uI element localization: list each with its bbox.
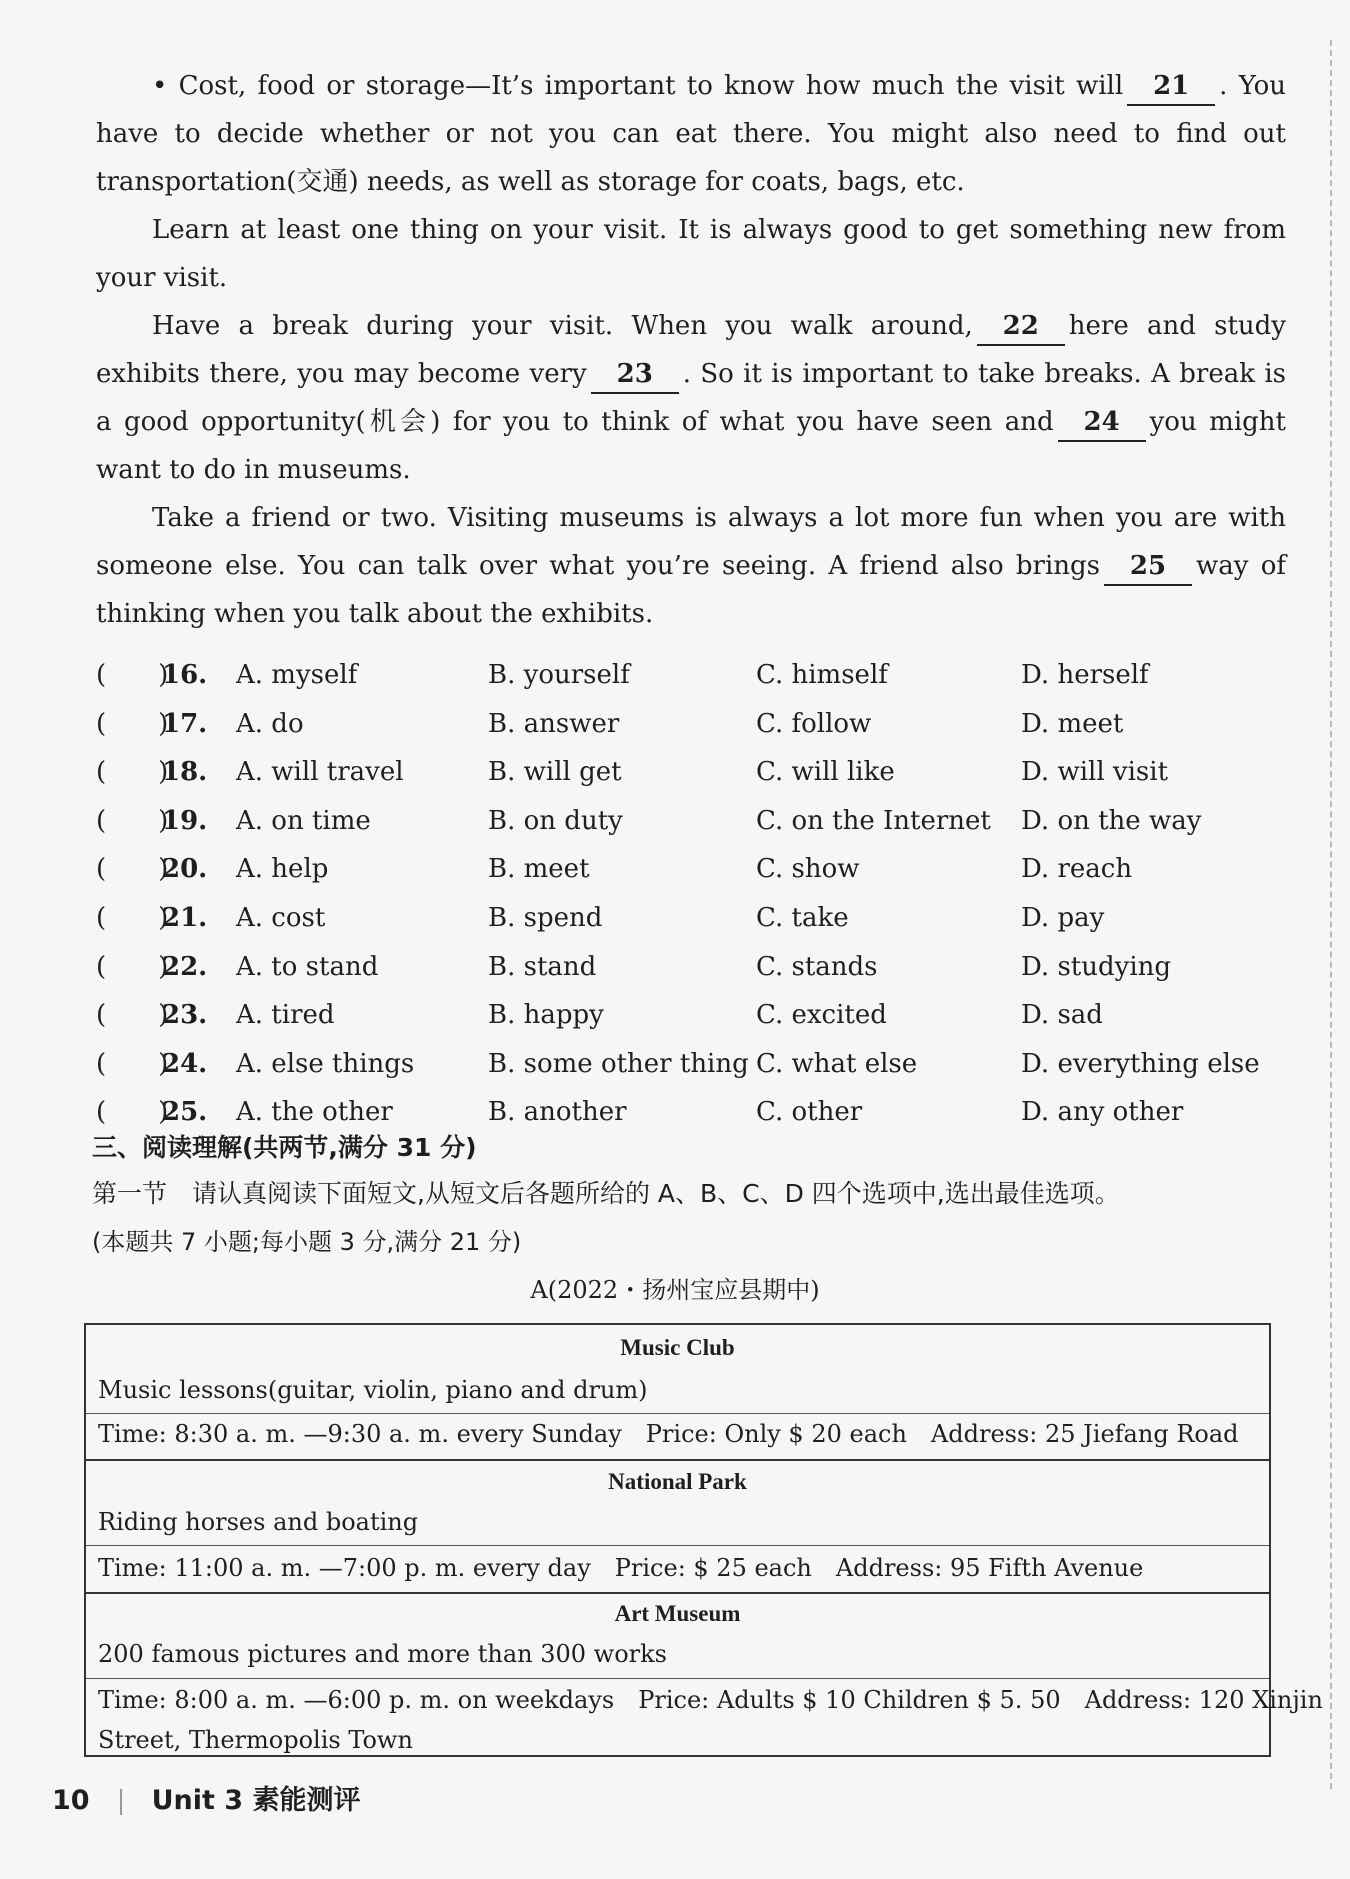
part-one-instruction: 第一节 请认真阅读下面短文,从短文后各题所给的 A、B、C、D 四个选项中,选出最佳选项。 — [92, 1179, 1120, 1208]
option-c: C. stands — [756, 951, 878, 982]
option-c: C. will like — [756, 757, 895, 788]
question-number: 20. — [162, 854, 208, 885]
option-a: A. else things — [236, 1048, 415, 1079]
question-number: 18. — [162, 757, 208, 788]
option-a: A. on time — [236, 805, 371, 836]
ad-title: Music Club — [620, 1335, 735, 1360]
ad-title: National Park — [608, 1469, 747, 1494]
question-row — [96, 894, 1296, 943]
paragraph-learn: Learn at least one thing on your visit. It is always good to get something new from your visit. — [96, 215, 1286, 293]
option-d: D. on the way — [1021, 805, 1202, 836]
blank-25: 25 — [1104, 548, 1192, 586]
question-number: 19. — [162, 805, 208, 836]
blank-24: 24 — [1058, 404, 1146, 442]
question-row — [96, 797, 1296, 846]
ads-table — [84, 1323, 1323, 1757]
answer-bracket[interactable]: ( ) — [96, 902, 169, 933]
option-b: B. meet — [488, 854, 590, 885]
answer-bracket[interactable]: ( ) — [96, 805, 169, 836]
question-row — [96, 1040, 1296, 1089]
question-row — [96, 991, 1296, 1040]
question-row — [96, 651, 1296, 700]
option-d: D. pay — [1021, 902, 1105, 933]
option-b: B. happy — [488, 1000, 604, 1031]
option-c: C. himself — [756, 660, 888, 690]
option-d: D. any other — [1021, 1097, 1184, 1128]
answer-bracket[interactable]: ( ) — [96, 660, 169, 690]
option-d: D. herself — [1021, 660, 1149, 690]
option-c: C. excited — [756, 1000, 887, 1031]
section-instructions — [92, 1170, 1302, 1266]
question-number: 22. — [162, 951, 208, 982]
option-c: C. follow — [756, 708, 872, 739]
option-a: A. myself — [236, 660, 358, 690]
ad-details: Time: 11:00 a. m. —7:00 p. m. every day Price: $ 25 each Address: 95 Fifth Avenue — [98, 1554, 1144, 1582]
option-d: D. meet — [1021, 708, 1124, 739]
question-row — [96, 700, 1296, 749]
answer-bracket[interactable]: ( ) — [96, 708, 169, 739]
option-a: A. the other — [236, 1097, 393, 1128]
question-number: 24. — [162, 1048, 208, 1079]
ad-divider — [86, 1413, 1269, 1414]
question-number: 23. — [162, 1000, 208, 1031]
blank-23: 23 — [591, 356, 679, 394]
option-b: B. on duty — [488, 805, 623, 836]
option-d: D. everything else — [1021, 1048, 1260, 1079]
bullet-paragraph: • Cost, food or storage—It’s important to know how much the visit will 21 . You have to decide whether or not you can eat there. You might also need to find out transportation(交通) needs, as well as storage for coats, bags, etc. — [96, 62, 1286, 206]
ad-address-continued: Street, Thermopolis Town — [98, 1726, 413, 1754]
option-a: A. will travel — [236, 757, 404, 788]
option-b: B. answer — [488, 708, 620, 739]
answer-bracket[interactable]: ( ) — [96, 854, 169, 885]
answer-bracket[interactable]: ( ) — [96, 1048, 169, 1079]
question-row — [96, 943, 1296, 992]
option-c: C. take — [756, 902, 849, 933]
option-c: C. show — [756, 854, 860, 885]
ad-national-park — [86, 1459, 1269, 1594]
blank-21: 21 — [1127, 68, 1215, 106]
bullet-icon: • — [152, 71, 168, 101]
option-c: C. other — [756, 1097, 863, 1128]
option-d: D. reach — [1021, 854, 1133, 885]
page-number: 10 — [52, 1785, 90, 1816]
paragraph-friend: Take a friend or two. Visiting museums is always a lot more fun when you are with someone else. You can talk over what you’re seeing. A friend also brings 25 way of thinking when you talk about the exhibits. — [96, 503, 1286, 629]
passage-title: A(2022・扬州宝应县期中) — [530, 1276, 820, 1304]
option-d: D. sad — [1021, 1000, 1103, 1031]
ad-details: Time: 8:00 a. m. —6:00 p. m. on weekdays Price: Adults $ 10 Children $ 5. 50 Address: 120 Xinjin — [98, 1686, 1323, 1714]
option-b: B. will get — [488, 757, 622, 788]
option-b: B. spend — [488, 902, 603, 933]
page-footer — [52, 1778, 360, 1817]
question-number: 21. — [162, 902, 208, 933]
option-b: B. some other thing — [488, 1048, 749, 1079]
answer-bracket[interactable]: ( ) — [96, 1097, 169, 1128]
option-a: A. do — [236, 708, 304, 739]
unit-label: Unit 3 素能测评 — [151, 1785, 361, 1816]
option-c: C. on the Internet — [756, 805, 991, 836]
question-number: 16. — [162, 660, 208, 690]
question-row — [96, 748, 1296, 797]
question-number: 25. — [162, 1097, 208, 1128]
paragraph-break: Have a break during your visit. When you walk around, 22 here and study exhibits there, you may become very 23 . So it is important to take breaks. A break is a good opportunity(机会) for you to think of what you have seen and 24 you might want to do in museums. — [96, 302, 1286, 494]
ad-title: Art Museum — [614, 1601, 741, 1626]
ad-divider — [86, 1545, 1269, 1546]
passage-text — [96, 62, 1286, 638]
ad-divider — [86, 1678, 1269, 1679]
option-d: D. studying — [1021, 951, 1172, 982]
option-a: A. help — [236, 854, 329, 885]
question-options — [96, 651, 1296, 1137]
answer-bracket[interactable]: ( ) — [96, 757, 169, 788]
ad-details: Time: 8:30 a. m. —9:30 a. m. every Sunday Price: Only $ 20 each Address: 25 Jiefang Road — [98, 1420, 1239, 1448]
option-a: A. cost — [236, 902, 326, 933]
question-number: 17. — [162, 708, 208, 739]
section-heading: 三、阅读理解(共两节,满分 31 分) — [92, 1133, 477, 1162]
blank-22: 22 — [977, 308, 1065, 346]
part-one-note: (本题共 7 小题;每小题 3 分,满分 21 分) — [92, 1228, 522, 1256]
ad-description: Music lessons(guitar, violin, piano and drum) — [98, 1376, 648, 1404]
footer-divider — [120, 1789, 122, 1815]
answer-bracket[interactable]: ( ) — [96, 1000, 169, 1031]
ad-music-club — [86, 1325, 1269, 1459]
option-d: D. will visit — [1021, 757, 1169, 788]
ad-description: Riding horses and boating — [98, 1508, 419, 1536]
answer-bracket[interactable]: ( ) — [96, 951, 169, 982]
option-a: A. to stand — [236, 951, 379, 982]
option-b: B. another — [488, 1097, 627, 1128]
ad-description: 200 famous pictures and more than 300 works — [98, 1640, 667, 1668]
binding-dash-line — [1330, 40, 1332, 1789]
ad-art-museum — [86, 1592, 1323, 1755]
option-c: C. what else — [756, 1048, 918, 1079]
question-row — [96, 845, 1296, 894]
option-b: B. stand — [488, 951, 597, 982]
option-b: B. yourself — [488, 660, 630, 690]
option-a: A. tired — [236, 1000, 335, 1031]
